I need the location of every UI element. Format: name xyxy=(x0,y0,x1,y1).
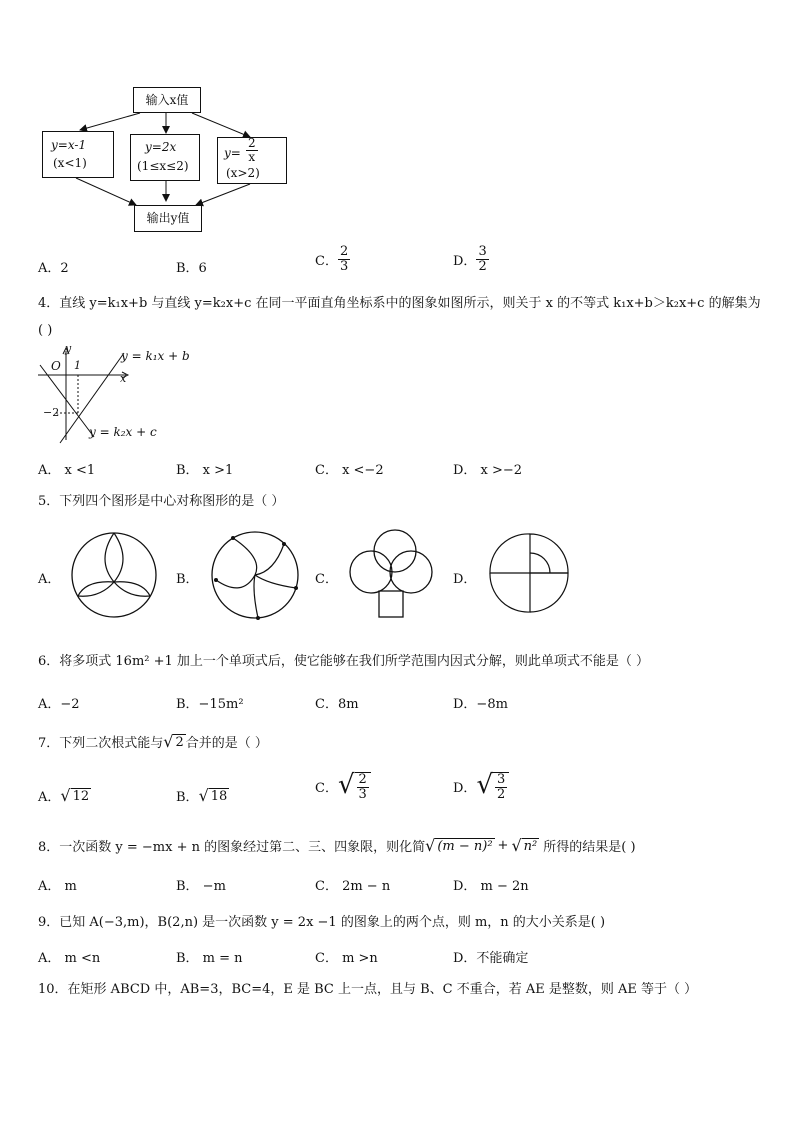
q4-graph-one: 1 xyxy=(74,359,81,372)
q8-option-c: C． 2m − n xyxy=(315,879,391,894)
q5-figure-c xyxy=(345,528,445,628)
q8-question-rad1: (m − n)² xyxy=(437,838,493,854)
flow-branch3-den: x xyxy=(248,149,256,164)
q7-option-b-rad: 18 xyxy=(210,788,228,804)
q8-question-sqrt2 xyxy=(511,835,539,855)
q4-option-a: A． x <1 xyxy=(38,463,96,478)
radical-icon: √ xyxy=(425,835,436,855)
q7-option-a-rad: 12 xyxy=(72,788,90,804)
q5-option-d: D． xyxy=(453,572,477,587)
flow-output-label: 输出y值 xyxy=(146,211,190,225)
q4-option-d: D． x >−2 xyxy=(453,463,523,478)
q3-option-d-den: 2 xyxy=(478,258,487,274)
q8-option-d: D． m − 2n xyxy=(453,879,529,894)
q7-option-c-num: 2 xyxy=(358,772,367,787)
q7-option-b-label: B． xyxy=(176,790,199,805)
q4-graph-y-label: y xyxy=(65,342,72,355)
radical-icon: √ xyxy=(163,731,174,751)
q9-option-c: C． m >n xyxy=(315,951,378,966)
q3-option-d-fraction xyxy=(476,245,488,273)
q7-option-c xyxy=(315,772,371,801)
flow-branch3-cond: (x>2) xyxy=(226,166,260,180)
q3-option-c-num: 2 xyxy=(339,244,349,259)
q3-option-c-fraction xyxy=(338,245,350,273)
flow-branch3-num: 2 xyxy=(248,136,256,150)
q4-question: 4．直线 y=k₁x+b 与直线 y=k₂x+c 在同一平面直角坐标系中的图象如图所示，则关于 x 的不等式 k₁x+b＞k₂x+c 的解集为 xyxy=(38,296,761,311)
flow-branch2-box xyxy=(130,134,200,181)
q3-option-c-den: 3 xyxy=(339,258,349,274)
q7-question-sqrt xyxy=(163,731,185,751)
flow-input-label: 输入x值 xyxy=(145,93,189,107)
flow-output-box xyxy=(134,205,202,232)
q5-figure-b xyxy=(208,528,302,622)
q7-option-d-num: 3 xyxy=(497,772,506,787)
q7-option-a-label: A． xyxy=(38,790,61,805)
radical-icon: √ xyxy=(476,770,494,800)
q7-option-d-den: 2 xyxy=(497,786,506,802)
q8-question-plus: + xyxy=(497,838,509,853)
q6-option-c: C．8m xyxy=(315,697,359,712)
q7-option-d-label: D． xyxy=(453,781,477,797)
q7-option-b-sqrt xyxy=(198,785,230,805)
q5-figure-a xyxy=(70,530,160,620)
flow-branch3-box xyxy=(217,137,287,184)
q5-option-b: B． xyxy=(176,572,199,587)
radical-icon: √ xyxy=(511,835,522,855)
q9-option-a: A． m <n xyxy=(38,951,101,966)
q6-option-d: D．−8m xyxy=(453,697,508,712)
q5-option-c: C． xyxy=(315,572,338,587)
q8-question-rad2: n² xyxy=(523,838,538,854)
q4-graph-neg2: −2 xyxy=(43,406,60,419)
q7-question-rad: 2 xyxy=(175,734,184,750)
q3-option-d-num: 3 xyxy=(478,244,487,259)
q4-line-k2 xyxy=(40,365,94,437)
flow-branch2-cond: (1≤x≤2) xyxy=(137,159,189,173)
q8-question xyxy=(38,836,636,855)
q7-option-d xyxy=(453,772,509,801)
q5-option-a: A． xyxy=(38,572,61,587)
q9-option-b: B． m = n xyxy=(176,951,243,966)
q7-option-c-fraction xyxy=(355,772,371,801)
q5-figure-d xyxy=(488,530,578,620)
q8-question-post: 所得的结果是( ) xyxy=(543,840,636,855)
q6-option-a: A．−2 xyxy=(38,697,80,712)
radical-icon: √ xyxy=(337,770,355,800)
flow-branch1-eq: y=x-1 xyxy=(51,138,87,152)
q5-question: 5．下列四个图形是中心对称图形的是（ ） xyxy=(38,494,285,509)
q3-option-d xyxy=(453,245,489,273)
q3-option-b: B．6 xyxy=(176,261,207,276)
q10-question: 10．在矩形 ABCD 中，AB=3，BC=4，E 是 BC 上一点，且与 B、C 不重合，若 AE 是整数，则 AE 等于（ ） xyxy=(38,982,698,997)
q8-question-sqrt1 xyxy=(425,835,494,855)
q7-option-a xyxy=(38,786,91,805)
q6-option-b: B．−15m² xyxy=(176,697,244,712)
q3-option-a: A．2 xyxy=(38,261,69,276)
q7-option-b xyxy=(176,786,229,805)
q7-question-pre: 7．下列二次根式能与 xyxy=(38,736,164,751)
q7-option-c-den: 3 xyxy=(358,786,367,802)
flow-branch1-box xyxy=(42,131,114,178)
flow-branch3-fraction xyxy=(246,137,258,163)
q7-option-c-label: C． xyxy=(315,781,338,797)
q3-option-c-label: C． xyxy=(315,253,338,269)
q9-question: 9．已知 A(−3,m)，B(2,n) 是一次函数 y = 2x −1 的图象上的两个点，则 m，n 的大小关系是( ) xyxy=(38,915,606,930)
radical-icon: √ xyxy=(198,785,209,805)
q4-graph-line1-label: y = k₁x + b xyxy=(121,349,190,363)
flowchart-arrows xyxy=(0,0,794,260)
q7-option-a-sqrt xyxy=(60,785,91,805)
q8-option-b: B． −m xyxy=(176,879,226,894)
q7-question-post: 合并的是（ ） xyxy=(185,736,268,751)
q7-question xyxy=(38,732,268,751)
flow-input-box xyxy=(133,87,201,113)
q3-option-c xyxy=(315,245,350,273)
q7-option-d-fraction xyxy=(493,772,509,801)
q3-option-d-label: D． xyxy=(453,253,477,269)
q7-option-c-sqrt xyxy=(338,772,371,801)
q8-option-a: A． m xyxy=(38,879,77,894)
radical-icon: √ xyxy=(60,785,71,805)
q4-graph-x-label: x xyxy=(120,372,127,385)
q4-graph-origin: O xyxy=(51,359,61,373)
q4-paren: ( ) xyxy=(38,323,53,338)
q4-option-c: C． x <−2 xyxy=(315,463,384,478)
q6-question: 6．将多项式 16m² +1 加上一个单项式后，使它能够在我们所学范围内因式分解，则此单项式不能是（ ） xyxy=(38,654,650,669)
q7-option-d-sqrt xyxy=(476,772,509,801)
q9-option-d: D．不能确定 xyxy=(453,951,529,966)
flow-branch3-eq: y= xyxy=(224,146,241,160)
q8-question-pre: 8．一次函数 y = −mx + n 的图象经过第二、三、四象限，则化简 xyxy=(38,840,426,855)
flow-branch1-cond: (x<1) xyxy=(53,156,87,170)
q4-graph-line2-label: y = k₂x + c xyxy=(89,425,157,439)
flow-branch2-eq: y=2x xyxy=(145,140,177,154)
q4-option-b: B． x >1 xyxy=(176,463,234,478)
